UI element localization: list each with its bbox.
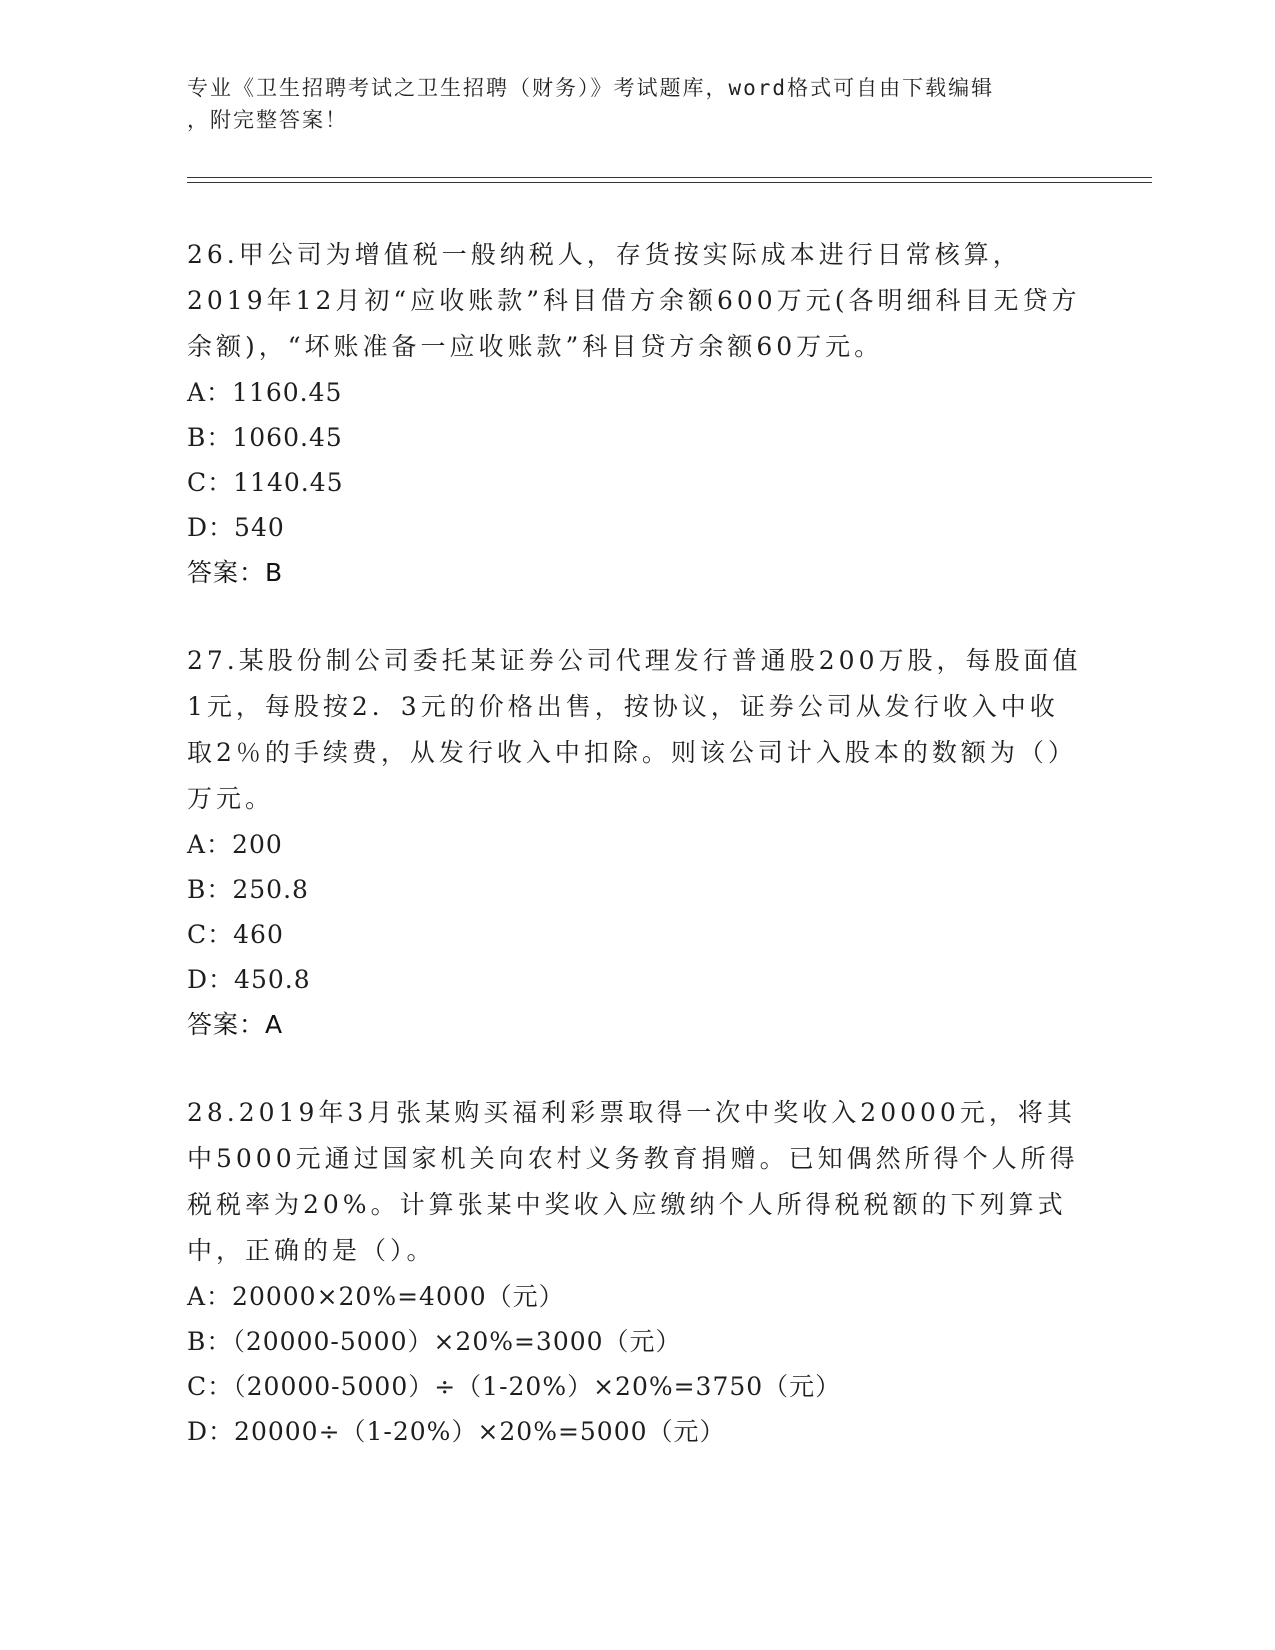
question-28 bbox=[187, 1090, 1087, 1454]
option-d: D：450.8 bbox=[187, 965, 311, 994]
answer: 答案：B bbox=[187, 558, 284, 587]
header-line-1: 专业《卫生招聘考试之卫生招聘（财务）》考试题库，word格式可自由下载编辑 bbox=[187, 76, 995, 100]
question-stem: 26.甲公司为增值税一般纳税人，存货按实际成本进行日常核算，2019年12月初“应收账款”科目借方余额600万元(各明细科目无贷方余额)，“坏账准备一应收账款”科目贷方余额60万元。 bbox=[187, 240, 1081, 361]
option-c: C：460 bbox=[187, 920, 284, 949]
option-c: C：（20000-5000）÷（1-20%）×20%=3750（元） bbox=[187, 1372, 842, 1401]
question-list bbox=[187, 232, 1087, 1496]
option-b: B：1060.45 bbox=[187, 423, 343, 452]
option-a: A：1160.45 bbox=[187, 378, 343, 407]
header-divider-bottom bbox=[187, 182, 1152, 183]
question-27 bbox=[187, 638, 1087, 1048]
option-a: A：20000×20%=4000（元） bbox=[187, 1282, 565, 1311]
question-stem: 27.某股份制公司委托某证券公司代理发行普通股200万股，每股面值1元，每股按2．3元的价格出售，按协议，证券公司从发行收入中收取2％的手续费，从发行收入中扣除。则该公司计入股本的数额为（）万元。 bbox=[187, 646, 1082, 813]
answer: 答案：A bbox=[187, 1010, 284, 1039]
option-c: C：1140.45 bbox=[187, 468, 344, 497]
option-b: B：（20000-5000）×20%=3000（元） bbox=[187, 1327, 682, 1356]
option-d: D：20000÷（1-20%）×20%=5000（元） bbox=[187, 1417, 726, 1446]
document-header bbox=[187, 72, 1067, 136]
option-d: D：540 bbox=[187, 513, 285, 542]
question-stem: 28.2019年3月张某购买福利彩票取得一次中奖收入20000元，将其中5000元通过国家机关向农村义务教育捐赠。已知偶然所得个人所得税税率为20%。计算张某中奖收入应缴纳个人所得税税额的下列算式中，正确的是（）。 bbox=[187, 1098, 1079, 1265]
question-26 bbox=[187, 232, 1087, 596]
header-line-2: ，附完整答案！ bbox=[187, 108, 348, 132]
header-divider-top bbox=[187, 177, 1152, 178]
option-b: B：250.8 bbox=[187, 875, 309, 904]
option-a: A：200 bbox=[187, 830, 283, 859]
